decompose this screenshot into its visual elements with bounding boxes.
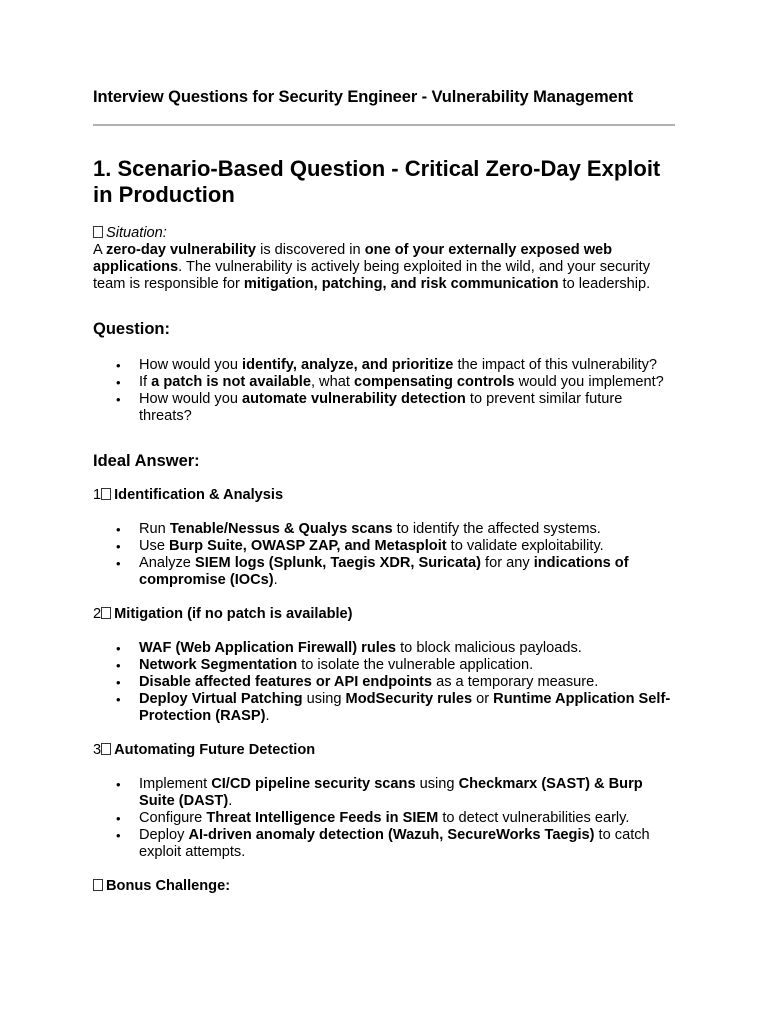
list-item: • If a patch is not available, what compensating controls would you implement? — [139, 374, 674, 391]
section-title: 1. Scenario-Based Question - Critical Zero-Day Exploit in Production — [93, 156, 661, 207]
question-heading: Question: — [93, 320, 170, 338]
bold-run: mitigation, patching, and risk communication — [243, 276, 559, 292]
missing-glyph-icon — [93, 226, 103, 238]
list-item: • Use Burp Suite, OWASP ZAP, and Metasploit to validate exploitability. — [139, 538, 674, 555]
identification-list — [93, 521, 674, 589]
list-item: • Configure Threat Intelligence Feeds in SIEM to detect vulnerabilities early. — [139, 810, 674, 827]
list-item: • Implement CI/CD pipeline security scans using Checkmarx (SAST) & Burp Suite (DAST). — [139, 776, 674, 810]
list-item: • Deploy AI-driven anomaly detection (Wazuh, SecureWorks Taegis) to catch exploit attempts. — [139, 827, 674, 861]
list-item: • Disable affected features or API endpoints as a temporary measure. — [139, 674, 674, 691]
list-item: • Analyze SIEM logs (Splunk, Taegis XDR, Suricata) for any indications of compromise (IOCs). — [139, 555, 674, 589]
list-item: • WAF (Web Application Firewall) rules to block malicious payloads. — [139, 640, 674, 657]
text-run: . The vulnerability is actively being exploited in the wild, and your security team is responsible for — [93, 259, 650, 292]
subheading-mitigation: 2 Mitigation (if no patch is available) — [93, 606, 353, 622]
missing-glyph-icon — [101, 607, 111, 619]
missing-glyph-icon — [93, 879, 103, 891]
answer-heading: Ideal Answer: — [93, 452, 200, 470]
text-run: to leadership. — [558, 276, 651, 292]
bold-run: zero-day vulnerability — [105, 242, 257, 258]
list-item: • How would you automate vulnerability detection to prevent similar future threats? — [139, 391, 674, 425]
subheading-automation: 3 Automating Future Detection — [93, 742, 316, 758]
bonus-heading: Bonus Challenge: — [93, 878, 674, 895]
automation-list — [93, 776, 674, 861]
text-run: A — [93, 242, 106, 258]
bold-run: one of your externally exposed web applications — [93, 242, 613, 275]
subheading-identification: 1 Identification & Analysis — [93, 487, 284, 503]
question-list — [93, 357, 674, 425]
text-run: is discovered in — [256, 242, 365, 258]
situation-block — [93, 225, 674, 293]
list-item: • Run Tenable/Nessus & Qualys scans to identify the affected systems. — [139, 521, 674, 538]
missing-glyph-icon — [101, 488, 111, 500]
list-item: • How would you identify, analyze, and prioritize the impact of this vulnerability? — [139, 357, 674, 374]
situation-label-line — [93, 225, 674, 242]
list-item: • Deploy Virtual Patching using ModSecurity rules or Runtime Application Self-Protection (RASP). — [139, 691, 674, 725]
mitigation-list — [93, 640, 674, 725]
document-title: Interview Questions for Security Engineer - Vulnerability Management — [93, 88, 633, 106]
list-item: • Network Segmentation to isolate the vulnerable application. — [139, 657, 674, 674]
situation-label: Situation: — [106, 225, 167, 241]
missing-glyph-icon — [101, 743, 111, 755]
situation-paragraph — [93, 242, 674, 293]
horizontal-rule — [93, 124, 675, 126]
